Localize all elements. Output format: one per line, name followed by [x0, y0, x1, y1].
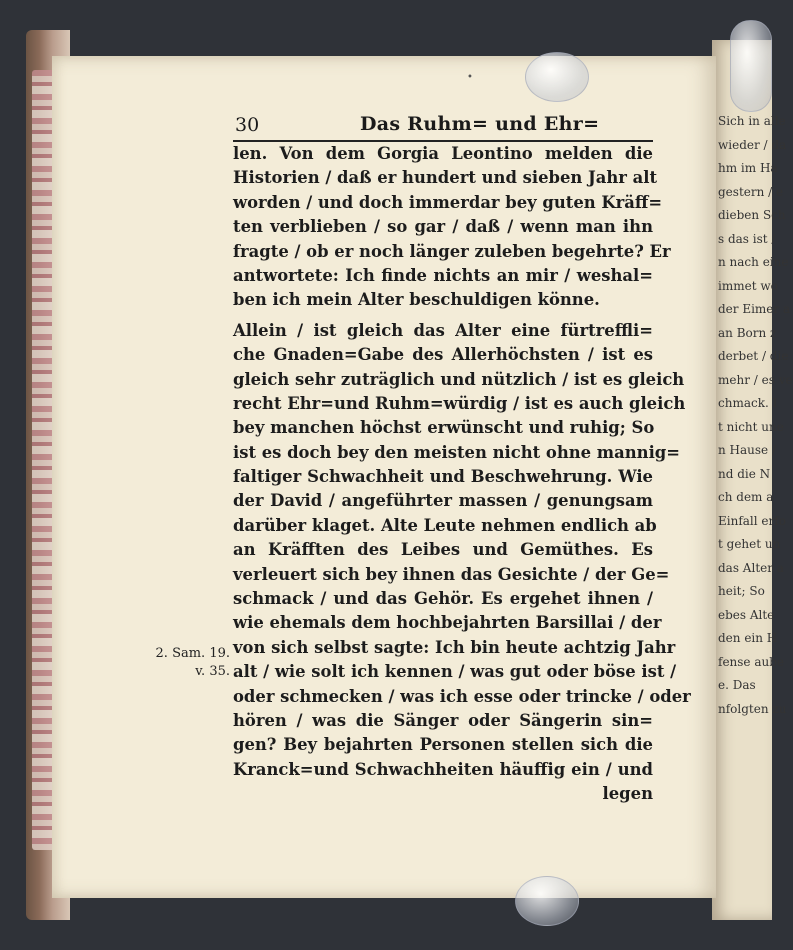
text-line: ist es doch bey den meisten nicht ohne mannig= [233, 442, 681, 462]
text-line: hören / was die Sänger oder Sängerin sin= [233, 710, 653, 730]
facing-text-line: s das ist / [718, 231, 776, 246]
page-body-text [233, 142, 691, 807]
facing-text-line: mehr / es ve [718, 372, 793, 387]
page-header [233, 112, 653, 142]
text-line: bey manchen höchst erwünscht und ruhig; So [233, 418, 655, 438]
running-head: Das Ruhm= und Ehr= [360, 113, 600, 135]
facing-text-line: immet wo [718, 278, 778, 293]
facing-text-line: wieder / da [718, 137, 787, 152]
text-line: Allein / ist gleich das Alter eine fürtreffli= [233, 320, 653, 340]
facing-page-text [712, 40, 793, 721]
text-line: oder schmecken / was ich esse oder trincke / oder [233, 686, 691, 706]
text-line: darüber klaget. Alte Leute nehmen endlich ab [233, 515, 657, 535]
page-holder-clip-top [525, 52, 589, 102]
text-line: alt / wie solt ich kennen / was gut oder böse ist / [233, 662, 677, 682]
margin-reference-verse: v. 35. [195, 664, 230, 679]
facing-text-line: hm im Ha [718, 161, 778, 175]
page-holder-clip-right [730, 20, 772, 112]
text-line: che Gnaden=Gabe des Allerhöchsten / ist es [233, 345, 653, 365]
text-line: ben ich mein Alter beschuldigen könne. [233, 290, 600, 310]
text-line: gleich sehr zuträglich und nützlich / ist es gleich [233, 369, 685, 389]
printer-mark: • [467, 72, 473, 83]
facing-text-line: den ein H [718, 631, 778, 645]
text-line: recht Ehr=und Ruhm=würdig / ist es auch gleich [233, 393, 686, 413]
facing-text-line: nd die N [718, 466, 771, 481]
facing-text-line: heit; So [718, 584, 765, 598]
text-line: Kranck=und Schwachheiten häuffig ein / und [233, 759, 653, 779]
text-line: faltiger Schwachheit und Beschwehrung. Wie [233, 467, 653, 487]
text-line: fragte / ob er noch länger zuleben begehrte? Er [233, 241, 671, 261]
facing-text-line: n nach eine [718, 255, 789, 269]
facing-text-line: n Hause / [718, 443, 777, 457]
facing-text-line: das Alter a [718, 560, 784, 575]
facing-text-line: t gehet un [718, 537, 781, 551]
facing-text-line: an Born z [718, 325, 777, 340]
facing-text-line: der Eimer a [718, 302, 791, 316]
margin-reference [150, 645, 230, 681]
facing-text-line: Einfall erfo [718, 513, 786, 528]
facing-text-line: ebes Alte [718, 607, 775, 622]
facing-page-fragment [712, 40, 793, 920]
text-line: an Kräfften des Leibes und Gemüthes. Es [233, 540, 653, 560]
facing-text-line: e. Das [718, 678, 756, 692]
facing-text-line: chmack. I [718, 396, 778, 410]
catchword: legen [602, 784, 653, 804]
facing-text-line: t nicht une [718, 419, 784, 434]
text-line: von sich selbst sagte: Ich bin heute achtzig Jahr [233, 637, 676, 657]
facing-text-line: Sich in alle [718, 114, 786, 128]
text-line: Historien / daß er hundert und sieben Jahr alt [233, 168, 658, 188]
facing-text-line: dieben Sch [718, 208, 786, 222]
text-line: schmack / und das Gehör. Es ergehet ihnen / [233, 589, 653, 609]
facing-text-line: gestern / e [718, 184, 784, 199]
facing-text-line: ch dem a [718, 490, 774, 504]
text-line: gen? Bey bejahrten Personen stellen sich die [233, 735, 653, 755]
page-number: 30 [235, 114, 260, 136]
text-line: ten verblieben / so gar / daß / wenn man ihn [233, 217, 653, 237]
text-line: der David / angeführter massen / genungsam [233, 491, 653, 511]
text-line: len. Von dem Gorgia Leontino melden die [233, 144, 653, 163]
text-line: worden / und doch immerdar bey guten Kräff= [233, 192, 663, 212]
text-line: wie ehemals dem hochbejahrten Barsillai / der [233, 613, 662, 633]
facing-text-line: nfolgten zu [718, 701, 787, 716]
text-line: verleuert sich bey ihnen das Gesichte / der Ge= [233, 564, 670, 584]
facing-text-line: derbet / die [718, 349, 789, 363]
text-line: antwortete: Ich finde nichts an mir / weshal= [233, 265, 653, 285]
margin-reference-book: 2. Sam. 19. [155, 646, 230, 661]
facing-text-line: fense aube [718, 654, 785, 669]
page-holder-clip-bottom [515, 876, 579, 926]
